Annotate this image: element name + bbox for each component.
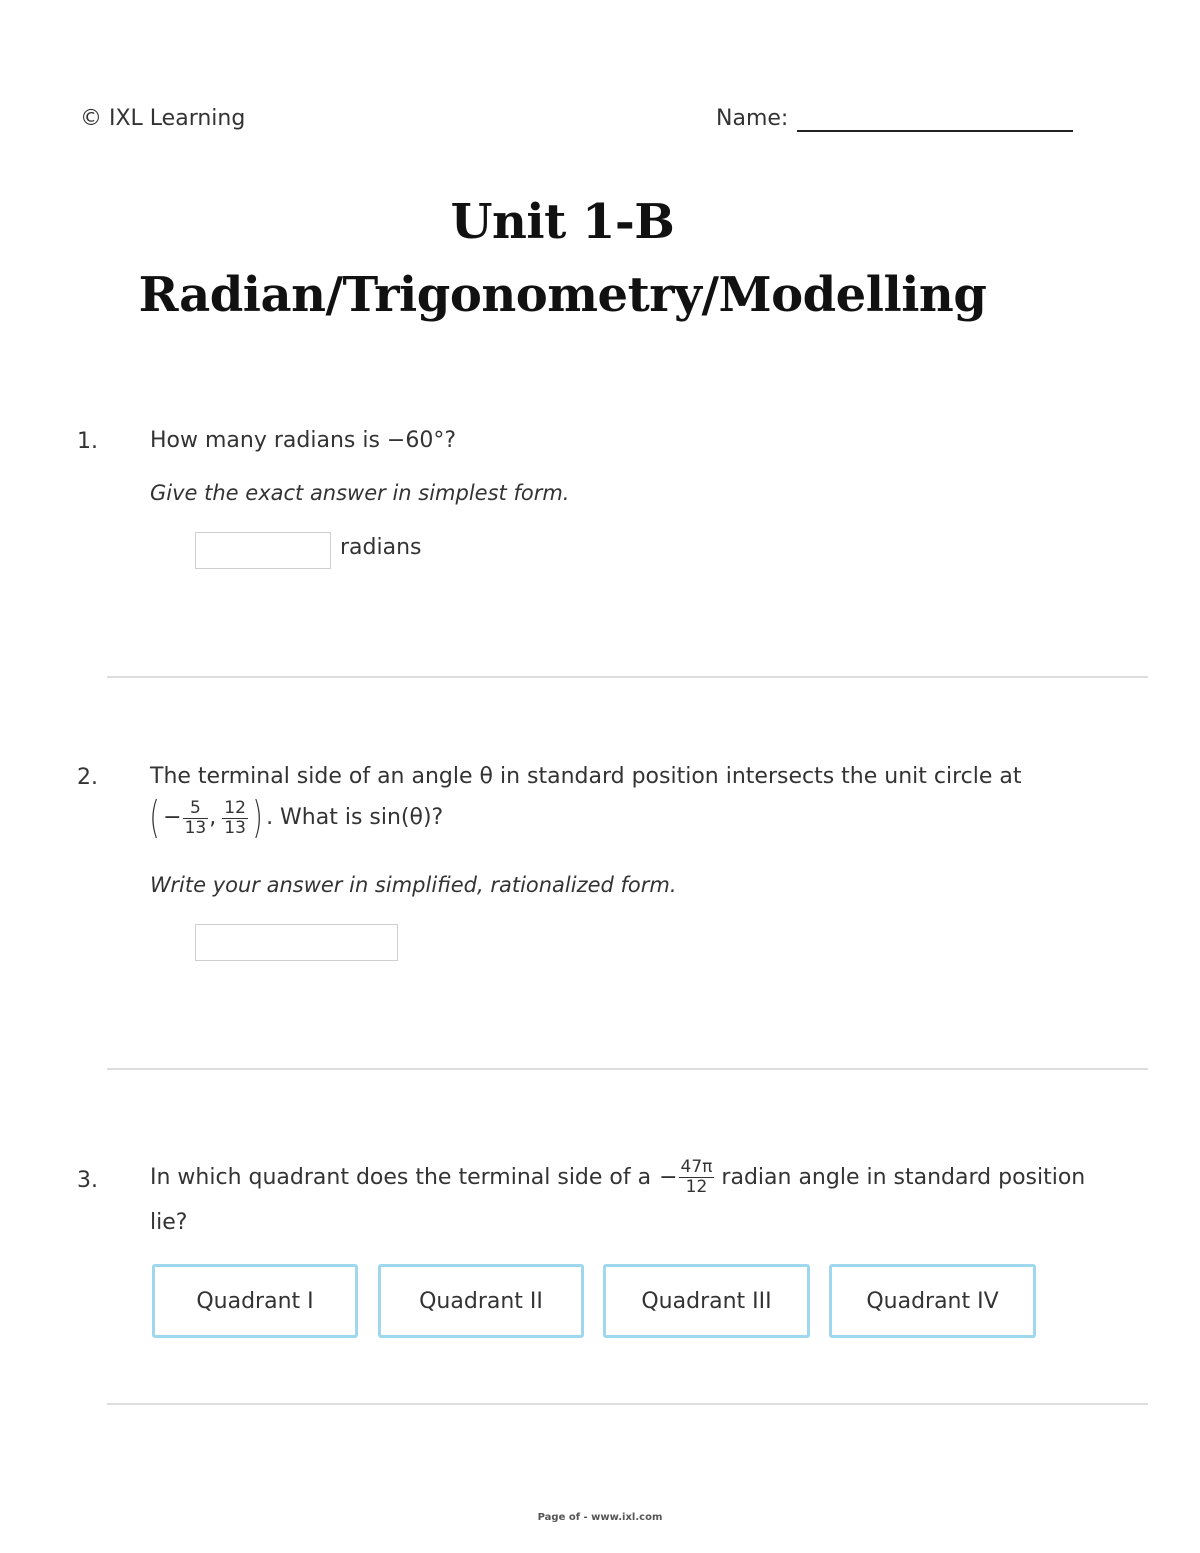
question-2-instruction: Write your answer in simplified, rationalized form. [150,873,677,897]
name-blank-line [797,130,1073,132]
question-3-text-line1 [150,1158,1085,1197]
question-1-text: How many radians is −60°? [150,428,457,453]
question-1-number: 1. [77,429,98,454]
page-footer: Page of - www.ixl.com [537,1512,663,1523]
left-paren: ( [149,792,160,843]
angle-fraction [679,1158,715,1197]
divider [107,1403,1148,1405]
name-label: Name: [716,106,789,131]
question-2-answer-input[interactable] [195,924,398,961]
right-paren: ) [252,792,263,843]
point-y-numerator: 12 [224,797,246,818]
copyright-text: © IXL Learning [80,106,246,131]
point-x-denominator: 13 [184,817,207,838]
question-2-text-line1: The terminal side of an angle θ in standard position intersects the unit circle at [150,764,1022,789]
question-3-number: 3. [77,1168,98,1193]
page-title-line2: Radian/Trigonometry/Modelling [138,267,987,323]
point-y-fraction [222,799,248,838]
angle-denominator: 12 [685,1177,708,1197]
divider [107,676,1148,678]
quadrant-ii-button[interactable]: Quadrant II [378,1264,584,1338]
question-2-number: 2. [77,765,98,790]
quadrant-i-button[interactable]: Quadrant I [152,1264,358,1338]
question-3-text-before: In which quadrant does the terminal side of a [150,1164,652,1190]
angle-numerator: 47π [680,1157,713,1177]
angle-sign: − [659,1164,678,1190]
quadrant-iii-button[interactable]: Quadrant III [603,1264,810,1338]
divider [107,1068,1148,1070]
question-2-point-expression [146,792,444,843]
point-y-denominator: 13 [224,817,246,838]
question-2-text-after: . What is sin(θ)? [266,805,444,830]
point-comma: , [209,805,217,830]
question-1-answer-input[interactable] [195,532,331,569]
point-x-sign: − [163,805,182,830]
question-3-text-after: radian angle in standard position [721,1164,1086,1190]
question-1-unit-label: radians [340,535,422,560]
page-title-line1: Unit 1-B [450,194,675,250]
point-x-numerator: 5 [183,799,209,819]
quadrant-iv-button[interactable]: Quadrant IV [829,1264,1036,1338]
question-1-instruction: Give the exact answer in simplest form. [150,481,570,505]
question-3-text-line2: lie? [150,1210,188,1235]
point-x-fraction [183,799,209,838]
